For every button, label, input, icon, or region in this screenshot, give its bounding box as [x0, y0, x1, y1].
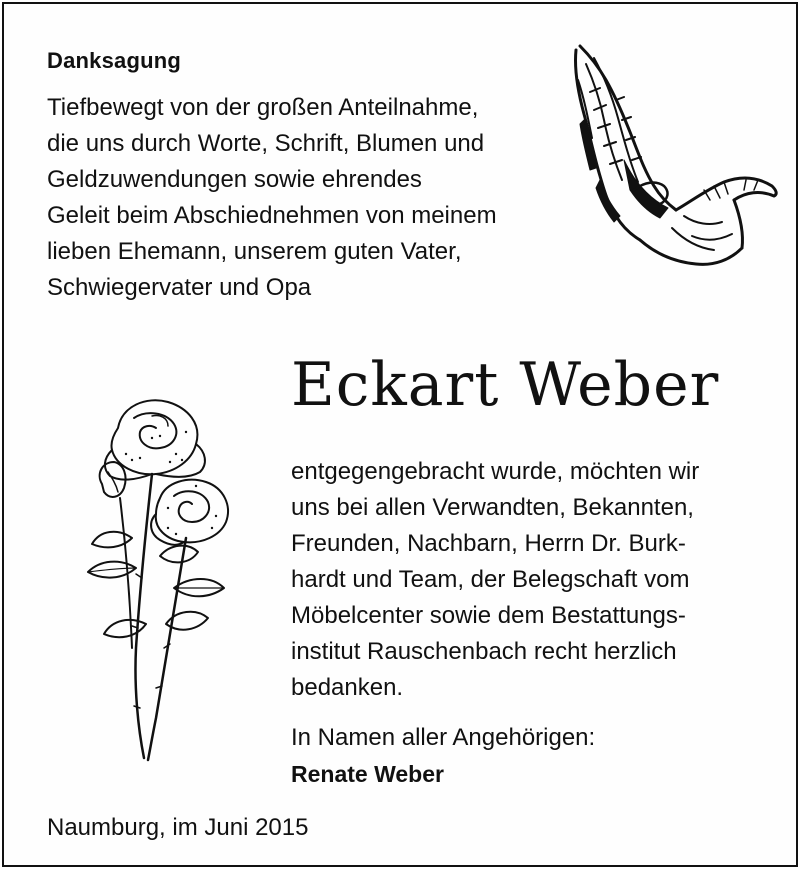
body-line: institut Rauschenbach recht herzlich [291, 638, 677, 665]
body-line: uns bei allen Verwandten, Bekannten, [291, 494, 694, 521]
signature-name: Renate Weber [291, 761, 444, 787]
intro-line: die uns durch Worte, Schrift, Blumen und [47, 130, 485, 157]
body-line: bedanken. [291, 674, 404, 701]
praying-hands-icon [564, 40, 782, 276]
intro-line: lieben Ehemann, unserem guten Vater, [47, 238, 462, 265]
obituary-card [2, 2, 798, 867]
roses-icon [56, 388, 236, 768]
body-line: hardt und Team, der Belegschaft vom [291, 566, 690, 593]
intro-text [47, 90, 497, 306]
body-line: Freunden, Nachbarn, Herrn Dr. Burk- [291, 530, 686, 557]
intro-line: Geleit beim Abschiednehmen von meinem [47, 202, 497, 229]
signature-intro: In Namen aller Angehörigen: [291, 724, 596, 751]
intro-line: Geldzuwendungen sowie ehrendes [47, 166, 422, 193]
body-line: entgegengebracht wurde, möchten wir [291, 458, 700, 485]
intro-line: Tiefbewegt von der großen Anteilnahme, [47, 94, 479, 121]
body-text [291, 454, 699, 706]
intro-line: Schwiegervater und Opa [47, 274, 312, 301]
deceased-name: Eckart Weber [291, 350, 720, 420]
heading: Danksagung [47, 48, 182, 73]
place-date: Naumburg, im Juni 2015 [47, 814, 309, 841]
body-line: Möbelcenter sowie dem Bestattungs- [291, 602, 686, 629]
